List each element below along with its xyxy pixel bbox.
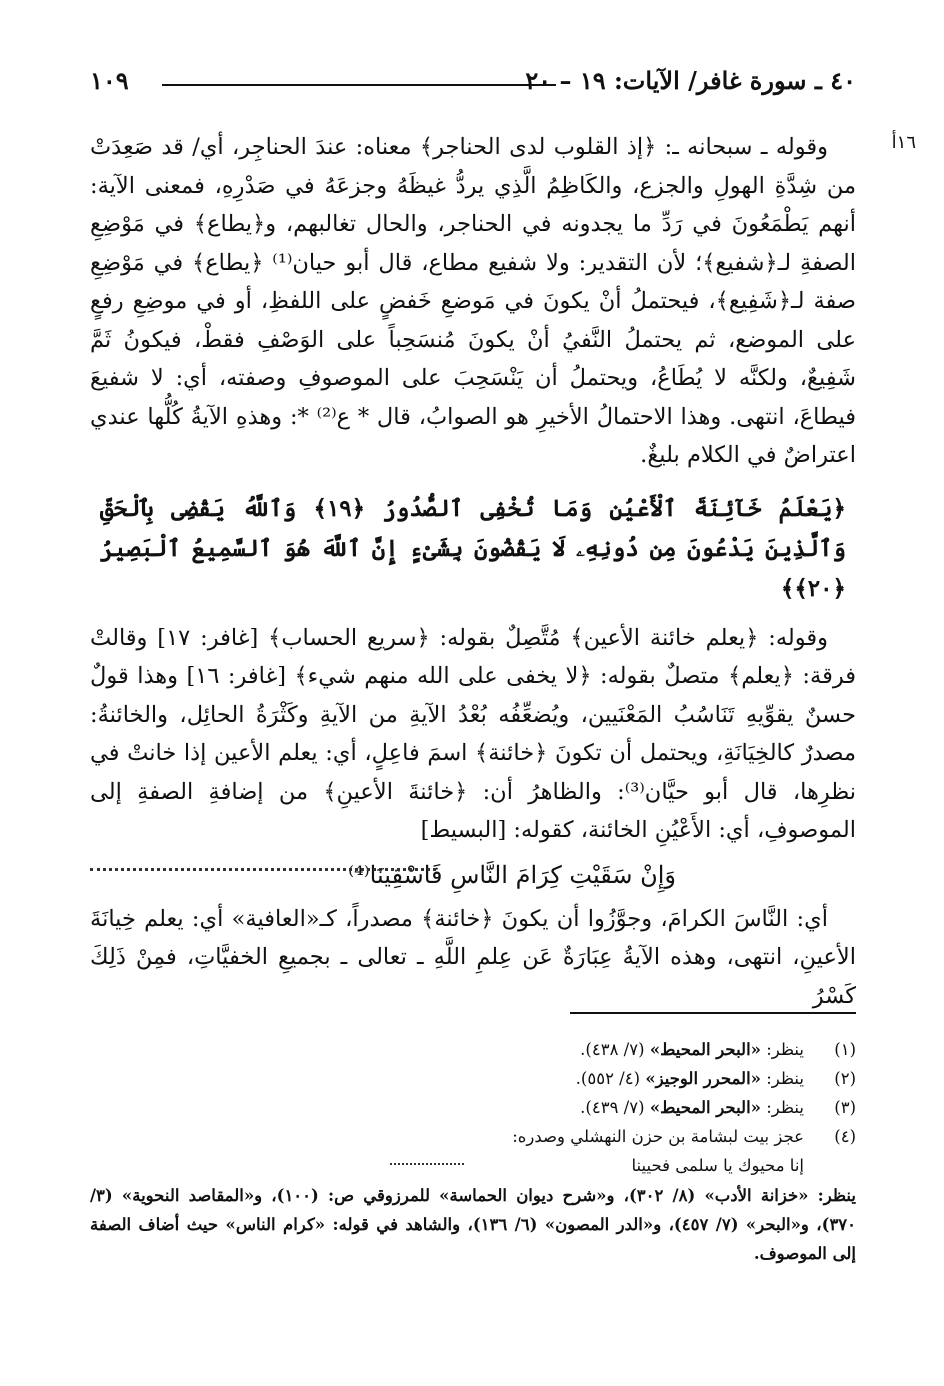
footnote-verse-dots — [390, 1163, 464, 1165]
page-header — [90, 62, 856, 102]
footnote-source: «المحرر الوجيز» — [645, 1069, 761, 1088]
footnote-1 — [90, 1035, 856, 1064]
footnote-3 — [90, 1093, 856, 1122]
footnote-number: (١) — [834, 1040, 856, 1059]
header-rule — [162, 84, 556, 86]
footnote-text: عجز بيت لبشامة بن حزن النهشلي وصدره: — [512, 1127, 804, 1146]
footnote-suffix: (٧/ ٤٣٩). — [580, 1098, 650, 1117]
footnotes — [90, 1035, 856, 1268]
quran-verse: ﴿يَعْلَمُ خَآئِنَةَ ٱلْأَعْيُنِ وَمَا تُخْفِى ٱلصُّدُورُ ﴿١٩﴾ وَٱللَّهُ يَقْضِى بِٱلْحَقِّ وَٱلَّذِينَ يَدْعُونَ مِن دُونِهِۦ لَا يَقْضُونَ بِشَىْءٍ إِنَّ ٱللَّهَ هُوَ ٱلسَّمِيعُ ٱلْبَصِيرُ ﴿٢٠﴾﴾ — [100, 494, 846, 602]
footnote-source: «البحر المحيط» — [649, 1040, 761, 1059]
footnote-source: «البحر المحيط» — [649, 1098, 761, 1117]
footnote-2 — [90, 1064, 856, 1093]
poetry-hemistich: وَإِنْ سَقَيْتِ كِرَامَ النَّاسِ فَاسْقِينَا⁽⁴⁾ — [348, 860, 676, 889]
footnote-prefix: ينظر: — [760, 1069, 804, 1088]
footnote-number: (٤) — [834, 1127, 856, 1146]
footnote-refs-text: ينظر: «خزانة الأدب» (٨/ ٣٠٢)، و«شرح ديوان الحماسة» للمرزوقي ص: (١٠٠)، و«المقاصد النحوية» (٣/ ٣٧٠)، و«البحر» (٧/ ٤٥٧)، و«الدر المصون» (٦/ ١٣٦)، والشاهد في قوله: «كرام الناس» حيث أضاف الصفة إلى الموصوف. — [90, 1186, 857, 1263]
paragraph-3: أي: النَّاسَ الكرامَ، وجوَّزُوا أن يكونَ ﴿خائنة﴾ مصدراً، كـ«العافية» أي: يعلم خِيانَةَ الأعينِ، انتهى، وهذه الآيةُ عِبَارَةٌ عَن عِلمِ اللَّهِ ـ تعالى ـ بجميعِ الخفيَّاتِ، فمِنْ ذَلِكَ كَسْرُ — [90, 905, 856, 1009]
footnote-suffix: (٧/ ٤٣٨). — [580, 1040, 650, 1059]
running-title: ٤٠ ـ سورة غافر/ الآيات: ١٩ – ٢٠ — [525, 66, 856, 95]
footnote-text — [90, 1035, 804, 1064]
footnote-4-references — [90, 1181, 856, 1268]
paragraph-2: وقوله: ﴿يعلم خائنة الأعين﴾ مُتَّصِلٌ بقوله: ﴿سريع الحساب﴾ [غافر: ١٧] وقالتْ فرقة: ﴿يعلم﴾ متصلٌ بقوله: ﴿لا يخفى على الله منهم شيء﴾ [غافر: ١٦] وهذا قولٌ حسنٌ يقوِّيهِ تَنَاسُبُ المَعْنَيين، ويُضعِّفُه بُعْدُ الآيةِ من الآيةِ وكَثْرَةُ الحائِل، والخائنةُ: مصدرٌ كالخِيَانَةِ، ويحتمل أن تكونَ ﴿خائنة﴾ اسمَ فاعِلٍ، أي: يعلم الأعين إذا خانتْ في نظرِها، قال أبو حيَّان⁽³⁾: والظاهرُ أن: ﴿خائنةَ الأعينِ﴾ من إضافةِ الصفةِ إلى الموصوفِ، أي: الأَعْيُنِ الخائنة، كقوله: [البسيط] — [90, 624, 857, 843]
main-text — [90, 128, 856, 1015]
footnote-text — [90, 1093, 804, 1122]
footnote-prefix: ينظر: — [760, 1040, 804, 1059]
poetry-line — [90, 854, 856, 900]
footnote-4 — [90, 1122, 856, 1151]
footnote-verse-line — [90, 1151, 804, 1181]
footnote-text — [90, 1064, 804, 1093]
footnote-number: (٢) — [834, 1069, 856, 1088]
manuscript-folio-mark: ١٦أ — [891, 132, 916, 153]
poetry-dotted-line — [90, 868, 436, 871]
paragraph-1: وقوله ـ سبحانه ـ: ﴿إذ القلوب لدى الحناجر﴾ معناه: عندَ الحناجِر، أي/ قد صَعِدَتْ من شِدَّةِ الهولِ والجزع، والكَاظِمُ الَّذِي يردُّ غيظَهُ وجزعَهُ في صَدْرِهِ، فمعنى الآية: أنهم يَطْمَعُونَ في رَدِّ ما يجدونه في الحناجر، والحال تغالبهم، و﴿يطاع﴾ في مَوْضِعِ الصفةِ لـ﴿شفيع﴾؛ لأن التقدير: ولا شفيع مطاع، قال أبو حيان⁽¹⁾ ﴿يطاع﴾ في مَوْضِعِ صفة لـ﴿شَفِيع﴾، فيحتملُ أنْ يكونَ في مَوضعِ خَفضٍ على اللفظِ، أو في موضِعِ رفعٍ على الموضع، ثم يحتملُ النَّفيُ أنْ يكونَ مُنسَحِباً على الوَصْفِ فقطْ، فيكونُ ثَمَّ شَفِيعٌ، ولكنَّه لا يُطَاعُ، ويحتملُ أن يَنْسَحِبَ على الموصوفِ وصفته، أي: لا شفيعَ فيطاعَ، انتهى. وهذا الاحتمالُ الأخيرِ هو الصوابُ، قال * ع⁽²⁾ *: وهذهِ الآيةُ كُلُّها عندي اعتراضٌ في الكلام بليغٌ. — [90, 134, 857, 468]
footnote-number: (٣) — [834, 1098, 856, 1117]
page-number: ١٠٩ — [90, 66, 129, 95]
footnote-verse-hemistich: إنا محيوك يا سلمى فحيينا — [631, 1156, 804, 1175]
footnote-rule — [570, 1012, 856, 1014]
footnote-suffix: (٤/ ٥٥٢). — [575, 1069, 646, 1088]
footnote-prefix: ينظر: — [760, 1098, 804, 1117]
